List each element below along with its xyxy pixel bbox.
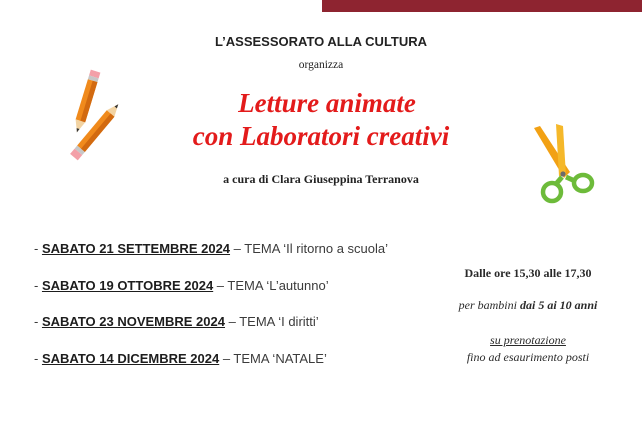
seats-note: fino ad esaurimento posti — [466, 350, 590, 364]
event-date: SABATO 23 NOVEMBRE 2024 — [41, 314, 225, 329]
pencils-icon — [56, 66, 120, 170]
event-item — [34, 277, 434, 314]
event-item — [34, 240, 434, 277]
booking-note: su prenotazione — [490, 333, 566, 347]
organizer-heading: L’ASSESSORATO ALLA CULTURA — [214, 34, 428, 49]
curator-line: a cura di Clara Giuseppina Terranova — [223, 172, 419, 186]
event-theme: TEMA ‘I diritti’ — [239, 314, 319, 329]
event-dash: - — [34, 277, 42, 293]
event-dash: - — [34, 314, 42, 329]
age-range-info — [430, 298, 626, 313]
event-dash: - — [34, 350, 42, 366]
events-list — [34, 240, 434, 386]
event-item — [34, 350, 434, 387]
age-range-value: dai 5 ai 10 anni — [519, 298, 598, 312]
event-separator: – — [213, 277, 228, 293]
event-dash: - — [34, 241, 42, 256]
event-item — [34, 313, 434, 350]
event-date: SABATO 19 OTTOBRE 2024 — [41, 277, 214, 293]
event-theme: TEMA ‘L’autunno’ — [227, 277, 329, 293]
event-separator: – — [219, 350, 234, 366]
age-range-prefix: per bambini — [458, 298, 520, 312]
hours-info: Dalle ore 15,30 alle 17,30 — [464, 266, 592, 280]
event-date: SABATO 21 SETTEMBRE 2024 — [41, 241, 231, 256]
top-accent-bar — [322, 0, 642, 12]
scissors-icon — [526, 122, 606, 210]
title-line-1: Letture animate — [238, 88, 416, 118]
organizes-label: organizza — [298, 59, 344, 71]
event-date: SABATO 14 DICEMBRE 2024 — [41, 350, 220, 366]
event-theme: TEMA ‘Il ritorno a scuola’ — [244, 241, 389, 256]
event-separator: – — [224, 314, 240, 329]
title-line-2: con Laboratori creativi — [192, 121, 450, 151]
event-separator: – — [230, 241, 245, 256]
event-theme: TEMA ‘NATALE’ — [233, 350, 327, 366]
